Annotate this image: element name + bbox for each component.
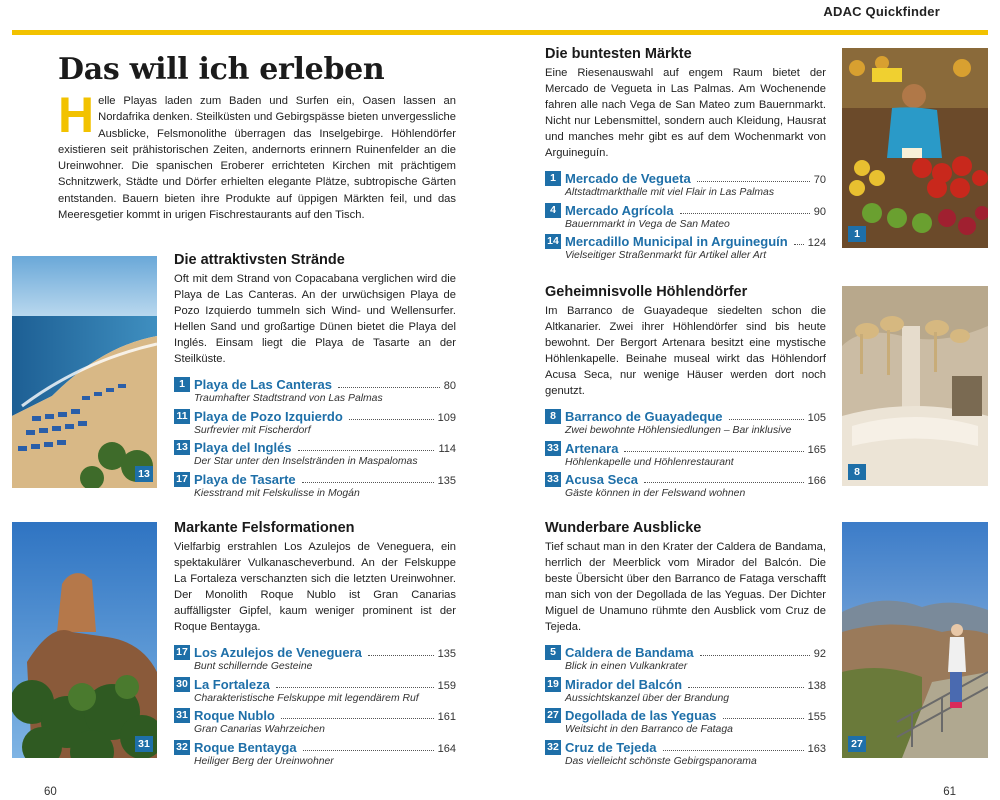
entry-name-link[interactable]: Los Azulejos de Veneguera — [194, 645, 362, 660]
number-badge: 31 — [174, 708, 190, 723]
dot-leader — [298, 450, 435, 451]
entry-name-link[interactable]: Artenara — [565, 440, 619, 456]
list-item[interactable] — [545, 232, 826, 264]
entry-description: Altstadtmarkthalle mit viel Flair in Las Palmas — [565, 187, 775, 198]
page-reference: 164 — [437, 742, 456, 755]
dot-leader — [349, 419, 434, 420]
section-body: Im Barranco de Guayadeque siedelten schon die Altkanarier. Zwei ihrer Höhlendörfer sind bis heute bewohnt. Der Bergort Artenara besitzt eine mystische Höhlenkapelle. Beinahe museal wirkt das Höhlendorf Acusa Seca, nur wenige Häuser werden dort noch genutzt. — [545, 305, 826, 397]
list-item[interactable] — [545, 738, 826, 770]
dot-leader — [723, 718, 804, 719]
page-reference: 135 — [437, 474, 456, 487]
entry-list — [545, 407, 826, 502]
number-badge: 1 — [174, 377, 190, 392]
dot-leader — [624, 451, 803, 452]
entry-name-link[interactable]: Barranco de Guayadeque — [565, 409, 723, 424]
entry-name-link[interactable]: Mercado de Vegueta — [565, 171, 691, 186]
page-reference: 70 — [813, 174, 826, 186]
intro-text: elle Playas laden zum Baden und Surfen ein, Oasen lassen an Nordafrika denken. Steilküsten und Gebirgspässe bieten unvergessliche Ausblicke, Felsmonolithe überragen das Inselgebirge. Höhlendörfer existieren seit prähistorischen Zeiten, andernorts erinnern Ruinenfelder an die Ureinwohner. Die spanischen Eroberer errichteten Kirchen mit prächtigem Schnitzwerk, Städte und Dörfer erhielten elegante Plätze, subtropische Gärten entstanden. Bauern bieten ihre Produkte auf üppigen Märkten feil, und das Meeresgetier kommt in urigen Fischrestaurants auf den Tisch. — [58, 95, 456, 222]
list-item[interactable] — [174, 738, 456, 770]
number-badge: 11 — [174, 409, 190, 424]
number-badge: 14 — [545, 234, 561, 249]
entry-description: Bunt schillernde Gesteine — [194, 661, 313, 672]
entry-name-link[interactable]: La Fortaleza — [194, 676, 270, 692]
number-badge: 19 — [545, 677, 561, 692]
number-badge: 1 — [545, 171, 561, 186]
list-item[interactable] — [174, 643, 456, 675]
list-item[interactable] — [545, 706, 826, 738]
page-reference: 163 — [807, 742, 826, 755]
rock-photo — [12, 522, 157, 758]
entry-line — [545, 407, 826, 424]
section-straende — [174, 252, 456, 501]
section-heading: Wunderbare Ausblicke — [545, 520, 702, 536]
section-body: Oft mit dem Strand von Copacabana verglichen wird die Playa de Las Canteras. An der urwüchsigen Playa de Pozo Izquierdo tummeln sich Wind- und Wellensurfer. Hellen Sand und großartige Dünen bietet die Playa del Inglés. Einsam liegt die Playa de Tasarte an der Steilküste. — [174, 273, 456, 365]
number-badge: 30 — [174, 677, 190, 692]
number-badge: 32 — [545, 740, 561, 755]
dot-leader — [302, 482, 434, 483]
entry-name-link[interactable]: Degollada de las Yeguas — [565, 708, 717, 723]
dot-leader — [303, 750, 434, 751]
entry-name-link[interactable]: Cruz de Tejeda — [565, 739, 657, 755]
number-badge: 5 — [545, 645, 561, 660]
page-reference: 165 — [807, 443, 826, 456]
page-reference: 166 — [807, 475, 826, 487]
header-rule — [12, 30, 988, 35]
photo-badge: 8 — [848, 464, 866, 480]
dot-leader — [338, 387, 440, 388]
entry-name-link[interactable]: Mercadillo Municipal in Arguineguín — [565, 234, 788, 249]
list-item[interactable] — [545, 407, 826, 439]
entry-name-link[interactable]: Playa de Tasarte — [194, 471, 296, 487]
section-heading: Die buntesten Märkte — [545, 46, 692, 62]
entry-list — [174, 643, 456, 769]
list-item[interactable] — [174, 470, 456, 502]
list-item[interactable] — [545, 169, 826, 201]
cave-photo — [842, 286, 988, 486]
number-badge: 17 — [174, 645, 190, 660]
dot-leader — [663, 750, 804, 751]
number-badge: 8 — [545, 409, 561, 424]
entry-line — [545, 470, 826, 487]
list-item[interactable] — [545, 470, 826, 502]
entry-line — [174, 470, 456, 487]
entry-description: Surfrevier mit Fischerdorf — [194, 424, 311, 436]
page-reference: 155 — [807, 711, 826, 723]
photo-badge: 1 — [848, 226, 866, 242]
dot-leader — [276, 687, 434, 688]
list-item[interactable] — [545, 643, 826, 675]
page-number-right: 61 — [943, 786, 956, 798]
dot-leader — [644, 482, 804, 483]
number-badge: 17 — [174, 472, 190, 487]
dot-leader — [281, 718, 434, 719]
entry-name-link[interactable]: Roque Nublo — [194, 708, 275, 723]
section-body: Eine Riesenauswahl auf engem Raum bietet der Mercado de Vegueta in Las Palmas. Am Wochenende fahren alle nach Vega de San Mateo zum Bauernmarkt. Nicht nur Lebensmittel, sondern auch Kleidung, Hausrat und manches mehr gibt es auf dem Wochenmarkt von Arguineguín. — [545, 67, 826, 159]
entry-description: Gäste können in der Felswand wohnen — [565, 488, 746, 499]
number-badge: 4 — [545, 203, 561, 218]
entry-description: Bauernmarkt in Vega de San Mateo — [565, 218, 730, 230]
entry-line — [545, 169, 826, 186]
entry-name-link[interactable]: Mercado Agrícola — [565, 202, 674, 218]
section-heading: Geheimnisvolle Höhlendörfer — [545, 284, 748, 300]
beach-photo — [12, 256, 157, 488]
entry-description: Der Star unter den Inselstränden in Maspalomas — [194, 456, 418, 467]
list-item[interactable] — [545, 675, 826, 707]
photo-badge: 31 — [135, 736, 153, 752]
section-ausblicke — [545, 520, 826, 769]
entry-line — [174, 438, 456, 455]
dot-leader — [697, 181, 810, 182]
dot-leader — [729, 419, 804, 420]
entry-line — [174, 375, 456, 392]
market-photo — [842, 48, 988, 248]
list-item[interactable] — [174, 438, 456, 470]
photo-badge: 13 — [135, 466, 153, 482]
dot-leader — [368, 655, 434, 656]
viewpoint-photo — [842, 522, 988, 758]
entry-line — [174, 738, 456, 755]
page-reference: 109 — [437, 411, 456, 424]
entry-name-link[interactable]: Playa de Las Canteras — [194, 377, 333, 392]
number-badge: 33 — [545, 441, 561, 456]
entry-line — [545, 706, 826, 723]
page-reference: 124 — [807, 237, 827, 249]
page-reference: 114 — [438, 443, 456, 455]
entry-description: Gran Canarias Wahrzeichen — [194, 724, 325, 735]
entry-name-link[interactable]: Playa de Pozo Izquierdo — [194, 408, 343, 424]
list-item[interactable] — [174, 675, 456, 707]
entry-list — [545, 643, 826, 769]
dot-leader — [700, 655, 810, 656]
entry-description: Zwei bewohnte Höhlensiedlungen – Bar inklusive — [565, 425, 792, 436]
entry-description: Blick in einen Vulkankrater — [565, 661, 688, 672]
page-reference: 135 — [437, 648, 456, 660]
entry-name-link[interactable]: Roque Bentayga — [194, 739, 297, 755]
entry-line — [545, 439, 826, 456]
page-reference: 159 — [437, 679, 456, 692]
entry-description: Das vielleicht schönste Gebirgspanorama — [565, 755, 757, 767]
dot-leader — [680, 213, 810, 214]
page-reference: 90 — [813, 205, 826, 218]
section-body: Tief schaut man in den Krater der Caldera de Bandama, herrlich der Meerblick vom Mirador del Balcón. Die beste Übersicht über den Barranco de Fataga verschafft man sich von der Degollada de las Yeguas. Der Dichter Miguel de Unamuno rühmte den Ausblick vom Cruz de Tejeda. — [545, 541, 826, 633]
entry-line — [174, 643, 456, 660]
dot-leader — [688, 687, 804, 688]
section-heading: Markante Felsformationen — [174, 520, 355, 536]
section-body: Vielfarbig erstrahlen Los Azulejos de Veneguera, ein spektakulärer Vulkanascheverbund. An der Felskuppe La Fortaleza verschanzten sich die letzten Ureinwohner. Der Monolith Roque Nublo ist Gran Canarias auffälligster Gipfel, kaum weniger prominent ist der Roque Bentayga. — [174, 541, 456, 633]
number-badge: 32 — [174, 740, 190, 755]
entry-description: Aussichtskanzel über der Brandung — [565, 692, 730, 704]
list-item[interactable] — [545, 439, 826, 471]
number-badge: 13 — [174, 440, 190, 455]
section-maerkte — [545, 46, 826, 264]
header-brand: ADAC Quickfinder — [823, 4, 940, 19]
entry-line — [545, 201, 826, 218]
list-item[interactable] — [174, 407, 456, 439]
entry-description: Traumhafter Stadtstrand von Las Palmas — [194, 393, 383, 404]
photo-badge: 27 — [848, 736, 866, 752]
page-reference: 105 — [807, 412, 826, 424]
entry-list — [545, 169, 826, 264]
entry-name-link[interactable]: Playa del Inglés — [194, 440, 292, 455]
list-item[interactable] — [174, 375, 456, 407]
intro-paragraph — [58, 87, 456, 223]
entry-description: Heiliger Berg der Ureinwohner — [194, 755, 334, 767]
page-reference: 138 — [807, 679, 826, 692]
entry-description: Vielseitiger Straßenmarkt für Artikel aller Art — [565, 250, 767, 261]
number-badge: 27 — [545, 708, 561, 723]
entry-line — [545, 643, 826, 660]
entry-line — [545, 738, 826, 755]
entry-line — [174, 706, 456, 723]
entry-line — [174, 407, 456, 424]
entry-description: Weitsicht in den Barranco de Fataga — [565, 724, 733, 735]
entry-list — [174, 375, 456, 501]
entry-name-link[interactable]: Caldera de Bandama — [565, 645, 694, 660]
page-reference: 92 — [813, 648, 826, 660]
entry-line — [545, 675, 826, 692]
entry-line — [545, 232, 826, 249]
entry-line — [174, 675, 456, 692]
list-item[interactable] — [545, 201, 826, 233]
page-number-left: 60 — [44, 786, 57, 798]
entry-description: Höhlenkapelle und Höhlenrestaurant — [565, 456, 734, 468]
page-title: Das will ich erleben — [58, 52, 385, 87]
entry-description: Kiesstrand mit Felskulisse in Mogán — [194, 487, 360, 499]
section-fels — [174, 520, 456, 769]
page-reference: 80 — [443, 380, 456, 392]
dot-leader — [794, 244, 804, 245]
entry-description: Charakteristische Felskuppe mit legendärem Ruf — [194, 692, 419, 704]
section-hoehlen — [545, 284, 826, 502]
number-badge: 33 — [545, 472, 561, 487]
page-reference: 161 — [437, 711, 456, 723]
section-heading: Die attraktivsten Strände — [174, 252, 345, 268]
drop-cap: H — [58, 87, 95, 143]
entry-name-link[interactable]: Mirador del Balcón — [565, 676, 683, 692]
entry-name-link[interactable]: Acusa Seca — [565, 472, 638, 487]
list-item[interactable] — [174, 706, 456, 738]
